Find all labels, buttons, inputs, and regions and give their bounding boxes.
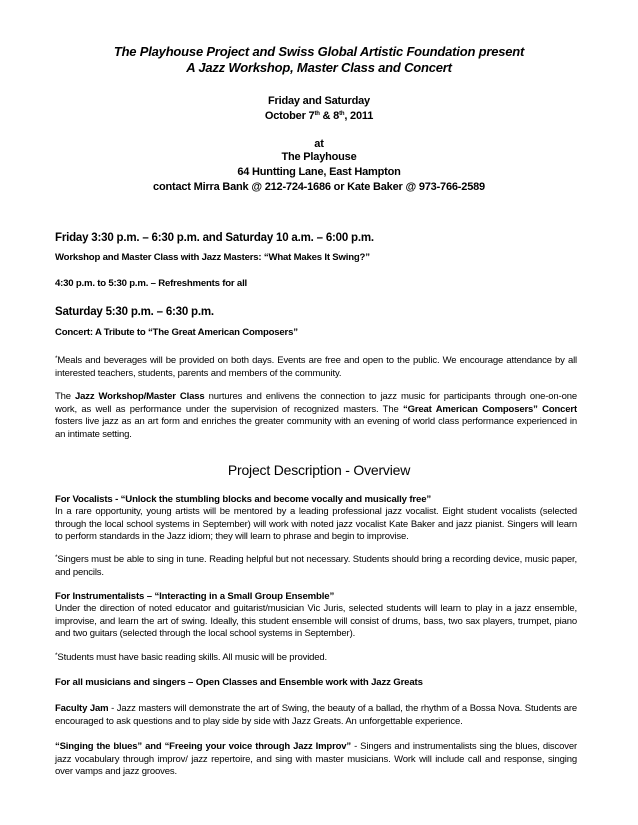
schedule-saturday-time: Saturday 5:30 p.m. – 6:30 p.m. — [55, 306, 214, 318]
instrumentalists-note: *Students must have basic reading skills. All music will be provided. — [55, 652, 328, 663]
vocalists-note: *Singers must be able to sing in tune. Reading helpful but not necessary. Students should bring a recording device, music paper, and pencils. — [55, 554, 577, 578]
venue-address: 64 Huntting Lane, East Hampton — [237, 166, 401, 178]
meals-note: *Meals and beverages will be provided on both days. Events are free and open to the public. We encourage attendance by all interested teachers, students, parents and members of the community. — [55, 355, 577, 379]
schedule-refreshments: 4:30 p.m. to 5:30 p.m. – Refreshments for all — [55, 278, 247, 289]
schedule-concert: Concert: A Tribute to “The Great American Composers” — [55, 327, 298, 338]
venue-at: at — [314, 138, 324, 150]
venue-name: The Playhouse — [281, 151, 357, 163]
intro-paragraph: The Jazz Workshop/Master Class nurtures and enlivens the connection to jazz music for participants through one-on-one work, as well as performance under the supervision of recognized masters. The “Great American Composers” Concert fosters live jazz as an art form and enriches the greater community with an evening of world class performance experienced in an intimate setting. — [55, 391, 577, 441]
instrumentalists-text: Under the direction of noted educator and guitarist/musician Vic Juris, selected students will learn to play in a jazz ensemble, improvise, and learn the art of swing. Ideally, this student ensemble will consist of drums, bass, two sax players, trumpet, piano and two guitars (selected through the local school systems in September). — [55, 603, 577, 640]
instrumentalists-heading: For Instrumentalists – “Interacting in a Small Group Ensemble” — [55, 591, 335, 602]
header-line-2: A Jazz Workshop, Master Class and Concert — [186, 60, 452, 75]
event-dates: October 7th & 8th, 2011 — [264, 110, 374, 122]
schedule-fri-sat-time: Friday 3:30 p.m. – 6:30 p.m. and Saturday 10 a.m. – 6:00 p.m. — [55, 232, 374, 244]
venue-contact: contact Mirra Bank @ 212-724-1686 or Kate Baker @ 973-766-2589 — [153, 181, 485, 193]
section-title: Project Description - Overview — [227, 462, 411, 478]
schedule-workshop: Workshop and Master Class with Jazz Masters: “What Makes It Swing?” — [55, 252, 370, 263]
faculty-jam-paragraph: Faculty Jam - Jazz masters will demonstrate the art of Swing, the beauty of a ballad, the rhythm of a Bossa Nova. Students are encouraged to ask questions and to play side by side with Jazz Greats. An unforgettable experience. — [55, 703, 577, 727]
header-line-1: The Playhouse Project and Swiss Global Artistic Foundation present — [113, 44, 525, 59]
vocalists-text: In a rare opportunity, young artists will be mentored by a leading professional jazz vocalist. Eight student vocalists (selected through the local school systems in September) will work with noted jazz vocalist Kate Baker and jazz pianist. Singers will learn to perform standards in the Jazz idiom; they will learn to phrase and begin to improvise. — [55, 506, 577, 543]
singing-blues-paragraph: “Singing the blues” and “Freeing your voice through Jazz Improv” - Singers and instrumentalists sing the blues, discover jazz vocabulary through improv/ jazz repertoire, and sing with master musicians. Work will include call and response, singing over vamps and jazz grooves. — [55, 741, 577, 778]
vocalists-heading: For Vocalists - “Unlock the stumbling blocks and become vocally and musically free” — [55, 494, 432, 505]
all-musicians-heading: For all musicians and singers – Open Classes and Ensemble work with Jazz Greats — [55, 677, 423, 688]
event-days: Friday and Saturday — [268, 95, 370, 107]
